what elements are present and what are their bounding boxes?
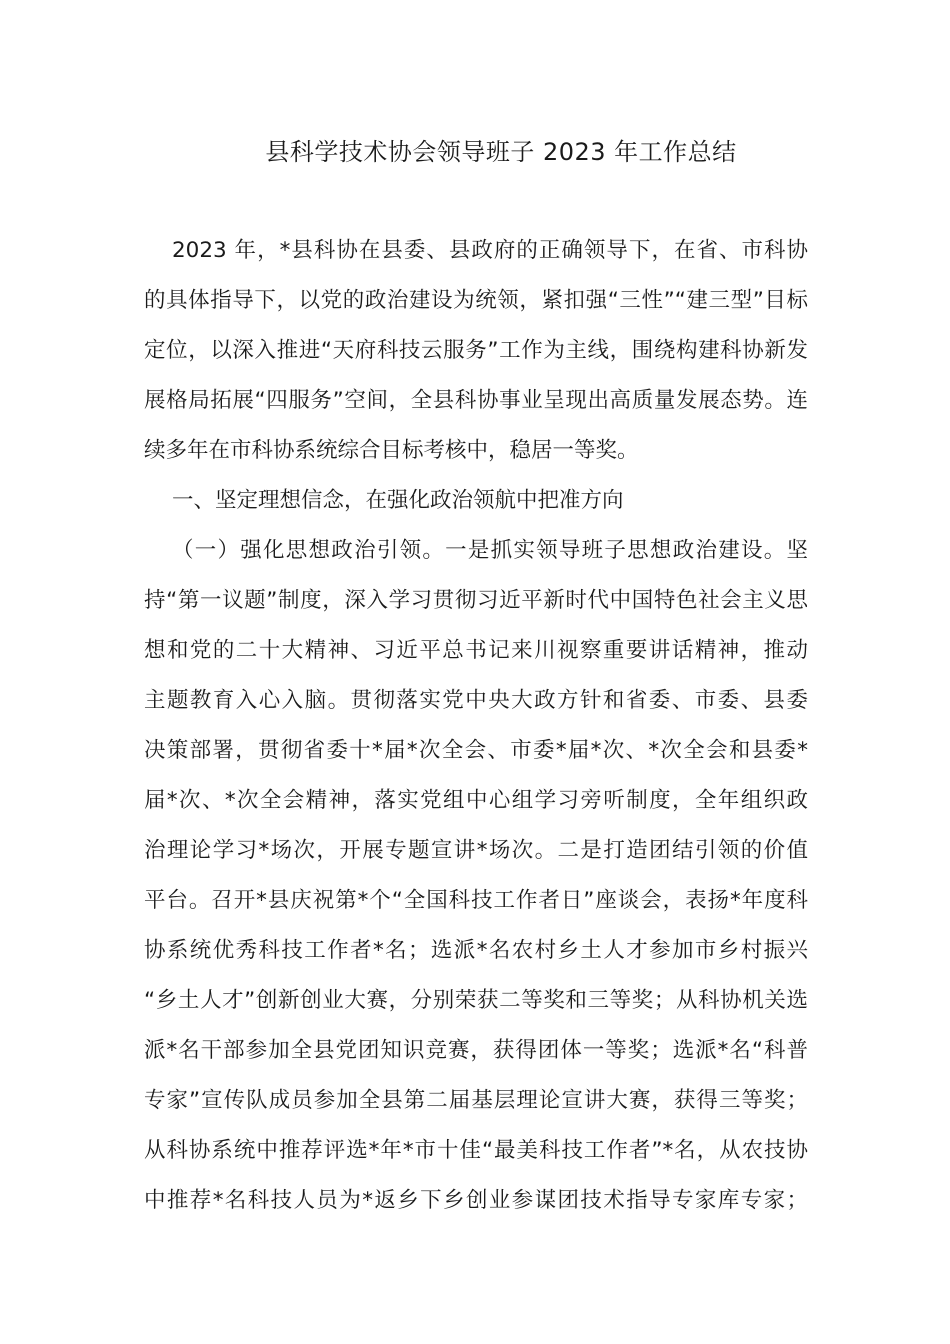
paragraph-line: 专家”宣传队成员参加全县第二届基层理论宣讲大赛，获得三等奖； <box>144 1088 808 1113</box>
paragraph-line: 从科协系统中推荐评选*年*市十佳“最美科技工作者”*名，从农技协 <box>144 1138 808 1163</box>
document-title: 县科学技术协会领导班子 2023 年工作总结 <box>265 138 737 166</box>
section-heading: 一、坚定理想信念，在强化政治领航中把准方向 <box>172 488 624 513</box>
paragraph-line: 主题教育入心入脑。贯彻落实党中央大政方针和省委、市委、县委 <box>144 688 808 713</box>
document-body <box>144 226 808 1226</box>
paragraph-line: 派*名干部参加全县党团知识竞赛，获得团体一等奖；选派*名“科普 <box>144 1038 808 1063</box>
paragraph-line: “乡土人才”创新创业大赛，分别荣获二等奖和三等奖；从科协机关选 <box>144 988 808 1013</box>
paragraph-line: （一）强化思想政治引领。一是抓实领导班子思想政治建设。坚 <box>172 538 808 563</box>
paragraph-line: 协系统优秀科技工作者*名；选派*名农村乡土人才参加市乡村振兴 <box>144 938 808 963</box>
paragraph-line: 想和党的二十大精神、习近平总书记来川视察重要讲话精神，推动 <box>144 638 808 663</box>
paragraph-line: 持“第一议题”制度，深入学习贯彻习近平新时代中国特色社会主义思 <box>144 588 808 613</box>
paragraph-line: 中推荐*名科技人员为*返乡下乡创业参谋团技术指导专家库专家； <box>144 1188 808 1213</box>
paragraph-line: 的具体指导下，以党的政治建设为统领，紧扣强“三性”“建三型”目标 <box>144 288 808 313</box>
paragraph-line: 续多年在市科协系统综合目标考核中，稳居一等奖。 <box>144 438 639 463</box>
paragraph-line: 决策部署，贯彻省委十*届*次全会、市委*届*次、*次全会和县委* <box>144 738 808 763</box>
paragraph-line: 定位，以深入推进“天府科技云服务”工作为主线，围绕构建科协新发 <box>144 338 808 363</box>
paragraph-line: 治理论学习*场次，开展专题宣讲*场次。二是打造团结引领的价值 <box>144 838 808 863</box>
paragraph-line: 展格局拓展“四服务”空间，全县科协事业呈现出高质量发展态势。连 <box>144 388 808 413</box>
paragraph-line: 届*次、*次全会精神，落实党组中心组学习旁听制度，全年组织政 <box>144 788 808 813</box>
paragraph-line: 平台。召开*县庆祝第*个“全国科技工作者日”座谈会，表扬*年度科 <box>144 888 808 913</box>
paragraph-line: 2023 年，*县科协在县委、县政府的正确领导下，在省、市科协 <box>172 238 808 263</box>
